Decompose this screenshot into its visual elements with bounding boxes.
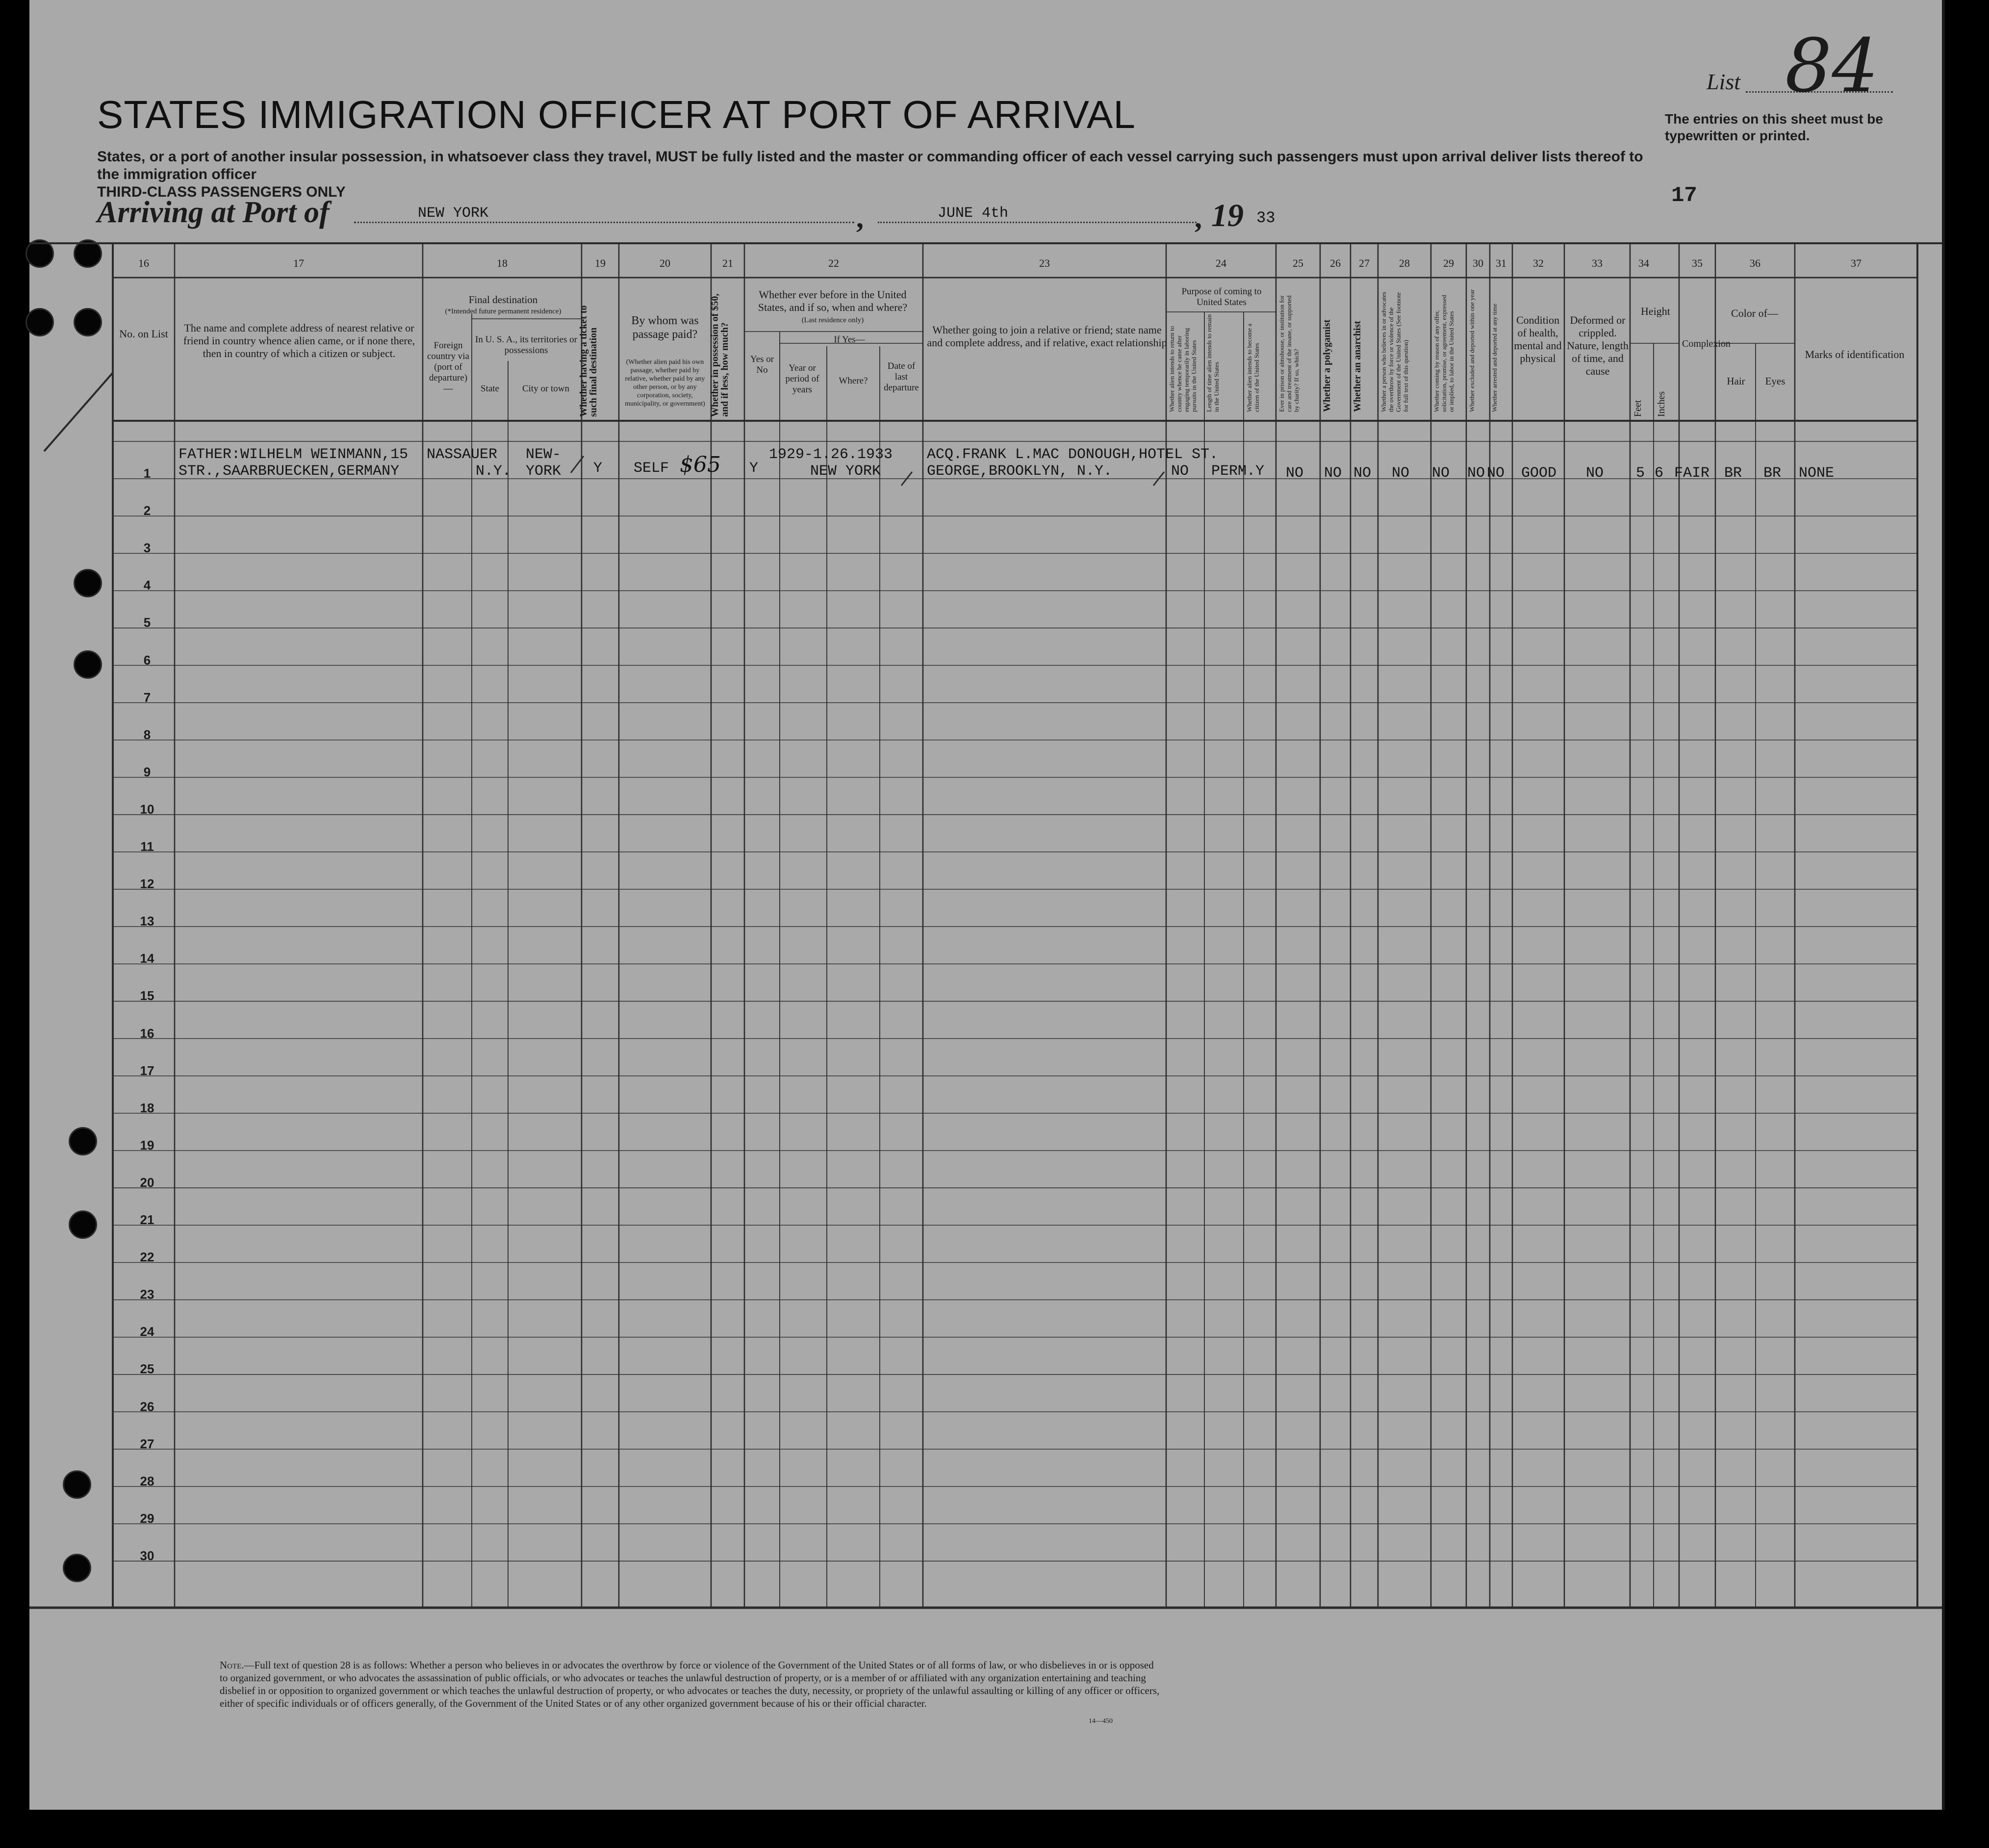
col-22-sub: (Last residence only) bbox=[801, 316, 864, 324]
list-label: List bbox=[1707, 69, 1741, 94]
prison-value: NO bbox=[1286, 465, 1304, 482]
relative-address-line2: STR.,SAARBRUECKEN,GERMANY bbox=[178, 463, 400, 480]
row-number: 7 bbox=[143, 690, 151, 705]
col-18-usa: In U. S. A., its territories or possessions bbox=[475, 334, 577, 356]
column-number: 24 bbox=[1216, 257, 1226, 269]
row-number: 27 bbox=[140, 1436, 154, 1451]
col-24-return: Whether alien intends to return to country whence he came after engaging temporarily in laboring pursuits in the United States bbox=[1168, 326, 1198, 412]
year-prefix: 19 bbox=[1211, 198, 1244, 233]
instructions-line: States, or a port of another insular possession, in whatsoever class they travel, MUST be fully listed and the master or commanding officer of each vessel carrying such passengers must upon arrival deliver lists thereof to the immigration officer bbox=[97, 149, 1643, 182]
col-34-inches: Inches bbox=[1656, 391, 1667, 417]
column-number: 20 bbox=[660, 257, 670, 269]
col-24-length: Length of time alien intends to remain in the United States bbox=[1205, 314, 1220, 412]
col-34-title: Height bbox=[1641, 305, 1670, 317]
city-value-line1: NEW- bbox=[526, 446, 561, 463]
col-19-header: Whether having a ticket to such final destination bbox=[578, 305, 599, 417]
row-number: 22 bbox=[140, 1250, 154, 1265]
row-number: 29 bbox=[140, 1511, 154, 1526]
row-number: 20 bbox=[140, 1175, 154, 1190]
arrested-value: NO bbox=[1487, 465, 1505, 482]
col-36-hair: Hair bbox=[1727, 375, 1745, 387]
foreign-country-value: NASSAUER bbox=[427, 446, 498, 463]
citizen-value: Y bbox=[1255, 463, 1265, 480]
list-number: 84 bbox=[1785, 24, 1879, 109]
col-29-header: Whether coming by reason of any offer, solicitation, promise, or agreement, expressed or implied, to labor in the United States bbox=[1433, 295, 1455, 412]
column-number: 27 bbox=[1359, 257, 1370, 269]
col-18-city: City or town bbox=[522, 384, 570, 394]
row-number: 19 bbox=[140, 1137, 154, 1153]
row-number: 4 bbox=[143, 578, 151, 593]
money-value: $65 bbox=[680, 452, 721, 477]
col-30-header: Whether excluded and deported within one year bbox=[1468, 289, 1476, 412]
row-number: 9 bbox=[143, 764, 151, 779]
ever-before-value: Y bbox=[749, 460, 759, 477]
where-value: NEW YORK bbox=[810, 463, 881, 480]
col-18-title: Final destination bbox=[468, 294, 538, 306]
pencil-mark bbox=[44, 373, 113, 451]
column-number: 34 bbox=[1638, 257, 1649, 269]
row-number: 2 bbox=[143, 503, 151, 518]
third-class-label: THIRD-CLASS PASSENGERS ONLY bbox=[97, 184, 346, 200]
column-number: 30 bbox=[1473, 257, 1483, 269]
col-22-where: Where? bbox=[839, 376, 868, 386]
col-34-feet: Feet bbox=[1632, 400, 1643, 417]
marks-value: NONE bbox=[1799, 465, 1835, 482]
column-number: 19 bbox=[595, 257, 606, 269]
column-number: 37 bbox=[1851, 257, 1862, 269]
column-number: 16 bbox=[138, 257, 149, 269]
row-number: 3 bbox=[143, 540, 151, 556]
column-number: 17 bbox=[293, 257, 304, 269]
complexion-value: FAIR bbox=[1674, 465, 1710, 482]
polygamist-value: NO bbox=[1324, 465, 1342, 482]
excluded-value: NO bbox=[1467, 465, 1485, 482]
height-inches-value: 6 bbox=[1655, 465, 1664, 482]
col-32-header: Condition of health, mental and physical bbox=[1514, 314, 1562, 364]
col-31-header: Whether arrested and deported at any time bbox=[1491, 304, 1498, 412]
row-number: 14 bbox=[140, 951, 154, 966]
column-number: 31 bbox=[1496, 257, 1506, 269]
relative-address-line1: FATHER:WILHELM WEINMANN,15 bbox=[178, 446, 408, 463]
column-number: 25 bbox=[1293, 257, 1303, 269]
row-number: 16 bbox=[140, 1026, 154, 1041]
col-26-header: Whether a polygamist bbox=[1322, 319, 1332, 412]
row-number: 6 bbox=[143, 652, 151, 667]
column-number: 28 bbox=[1399, 257, 1410, 269]
col-17-header: The name and complete address of nearest relative or friend in country whence alien came, or if none there, then in country of which a citizen or subject. bbox=[183, 322, 415, 359]
col-18-foreign: Foreign country via (port of departure)— bbox=[427, 340, 469, 394]
row-number: 23 bbox=[140, 1287, 154, 1302]
join-relative-line1: ACQ.FRANK L.MAC DONOUGH,HOTEL ST. bbox=[927, 446, 1219, 463]
city-value-line2: YORK bbox=[526, 463, 561, 480]
col-24-title: Purpose of coming to United States bbox=[1181, 286, 1262, 308]
column-number: 18 bbox=[497, 257, 508, 269]
column-number: 32 bbox=[1533, 257, 1544, 269]
col-18-sub: (*Intended future permanent residence) bbox=[445, 308, 561, 315]
ticket-value: Y bbox=[593, 460, 603, 477]
row-number: 10 bbox=[140, 801, 154, 817]
row-number: 24 bbox=[140, 1324, 154, 1339]
column-number: 22 bbox=[828, 257, 839, 269]
col-33-header: Deformed or crippled. Nature, length of time, and cause bbox=[1567, 314, 1629, 377]
row-number: 26 bbox=[140, 1399, 154, 1414]
state-value: N.Y. bbox=[476, 463, 511, 480]
column-number: 29 bbox=[1443, 257, 1454, 269]
col-22-ifyes: If Yes— bbox=[834, 334, 865, 345]
footnote bbox=[220, 1659, 1161, 1710]
row-number: 28 bbox=[140, 1473, 154, 1489]
column-number: 36 bbox=[1750, 257, 1760, 269]
row-number: 8 bbox=[143, 727, 151, 742]
column-number: 21 bbox=[722, 257, 733, 269]
row-number: 21 bbox=[140, 1212, 154, 1227]
footnote-lead: Note.— bbox=[220, 1659, 255, 1671]
col-35-header: Complexion bbox=[1682, 338, 1731, 349]
col-20-sub: (Whether alien paid his own passage, whether paid by relative, whether paid by any other person, or by any corporation, society, municipality, or government) bbox=[625, 359, 705, 408]
sheet-number: 17 bbox=[1671, 183, 1697, 208]
length-value: PERM. bbox=[1211, 463, 1256, 480]
column-number: 35 bbox=[1692, 257, 1703, 269]
col-22-year: Year or period of years bbox=[785, 363, 819, 395]
health-value: GOOD bbox=[1521, 465, 1557, 482]
col-36-title: Color of— bbox=[1731, 307, 1778, 319]
row-number: 12 bbox=[140, 876, 154, 892]
col-36-eyes: Eyes bbox=[1765, 375, 1785, 387]
entries-note: The entries on this sheet must be typewritten or printed. bbox=[1665, 111, 1883, 143]
hair-value: BR bbox=[1724, 465, 1742, 482]
row-number: 13 bbox=[140, 914, 154, 929]
col-21-header: Whether in possession of $50, and if less, how much? bbox=[710, 293, 730, 417]
row-number: 1 bbox=[143, 466, 151, 481]
column-number: 33 bbox=[1592, 257, 1603, 269]
deformed-value: NO bbox=[1586, 465, 1604, 482]
passage-paid-value: SELF bbox=[634, 460, 669, 477]
col-37-header: Marks of identification bbox=[1805, 348, 1905, 360]
page-title: STATES IMMIGRATION OFFICER AT PORT OF ARRIVAL bbox=[97, 93, 1136, 136]
col-22-title: Whether ever before in the United States, and if so, when and where? bbox=[758, 288, 908, 313]
col-28-header: Whether a person who believes in or advocates the overthrow by force or violence of the Government of the United States (See footnote for full text of this question) bbox=[1380, 291, 1409, 412]
col-27-header: Whether an anarchist bbox=[1352, 321, 1363, 412]
col-20-title: By whom was passage paid? bbox=[631, 314, 699, 341]
date-value: JUNE 4th bbox=[938, 205, 1009, 222]
arriving-label: Arriving at Port of bbox=[97, 196, 330, 229]
col-22-yesno: Yes or No bbox=[750, 354, 774, 375]
port-value: NEW YORK bbox=[418, 205, 489, 222]
col-22-date: Date of last departure bbox=[884, 361, 919, 393]
column-number: 23 bbox=[1039, 257, 1050, 269]
eyes-value: BR bbox=[1763, 465, 1782, 482]
form-number: 14—450 bbox=[1089, 1718, 1113, 1725]
row-number: 25 bbox=[140, 1361, 154, 1377]
anarchist-value: NO bbox=[1353, 465, 1372, 482]
col-no-on-list: No. on List bbox=[119, 328, 168, 340]
column-number: 26 bbox=[1330, 257, 1341, 269]
row-number: 15 bbox=[140, 988, 154, 1003]
join-relative-line2: GEORGE,BROOKLYN, N.Y. bbox=[927, 463, 1113, 480]
years-value: 1929-1.26.1933 bbox=[769, 446, 893, 463]
return-value: NO bbox=[1171, 463, 1189, 480]
row-number: 5 bbox=[143, 615, 151, 630]
year-suffix: 33 bbox=[1256, 209, 1275, 227]
row-number: 11 bbox=[140, 839, 154, 854]
row-number: 30 bbox=[140, 1548, 154, 1563]
overthrow-value: NO bbox=[1392, 465, 1410, 482]
comma: , bbox=[1195, 202, 1202, 234]
comma: , bbox=[856, 202, 864, 234]
height-feet-value: 5 bbox=[1636, 465, 1645, 482]
col-24-citizen: Whether alien intends to become a citizen of the United States bbox=[1246, 323, 1260, 412]
col-23-header: Whether going to join a relative or friend; state name and complete address, and if relative, exact relationship bbox=[927, 324, 1167, 349]
offer-value: NO bbox=[1432, 465, 1450, 482]
col-25-header: Ever in prison or almshouse, or institution for care and treatment of the insane, or supported by charity? If so, which? bbox=[1278, 295, 1300, 412]
row-number: 17 bbox=[140, 1063, 154, 1078]
row-number: 18 bbox=[140, 1100, 154, 1115]
footnote-text: Full text of question 28 is as follows: Whether a person who believes in or advocates the overthrow by force or violence of the Government of the United States or of all forms of law, or who disbelieves in or is opposed to organized government, or who advocates the assassination of public officials, or who advocates or teaches the unlawful destruction of property, or is a member of or affiliated with any organization entertaining and teaching disbelief in or opposition to organized government or which teaches the unlawful destruction of property, or who advocates or teaches the duty, necessity, or propriety of the unlawful assaulting or killing of any officer or officers, either of specific individuals or of officers generally, of the Government of the United States or of any other organized government because of his or their official character. bbox=[220, 1659, 1160, 1709]
col-18-state: State bbox=[481, 384, 499, 394]
